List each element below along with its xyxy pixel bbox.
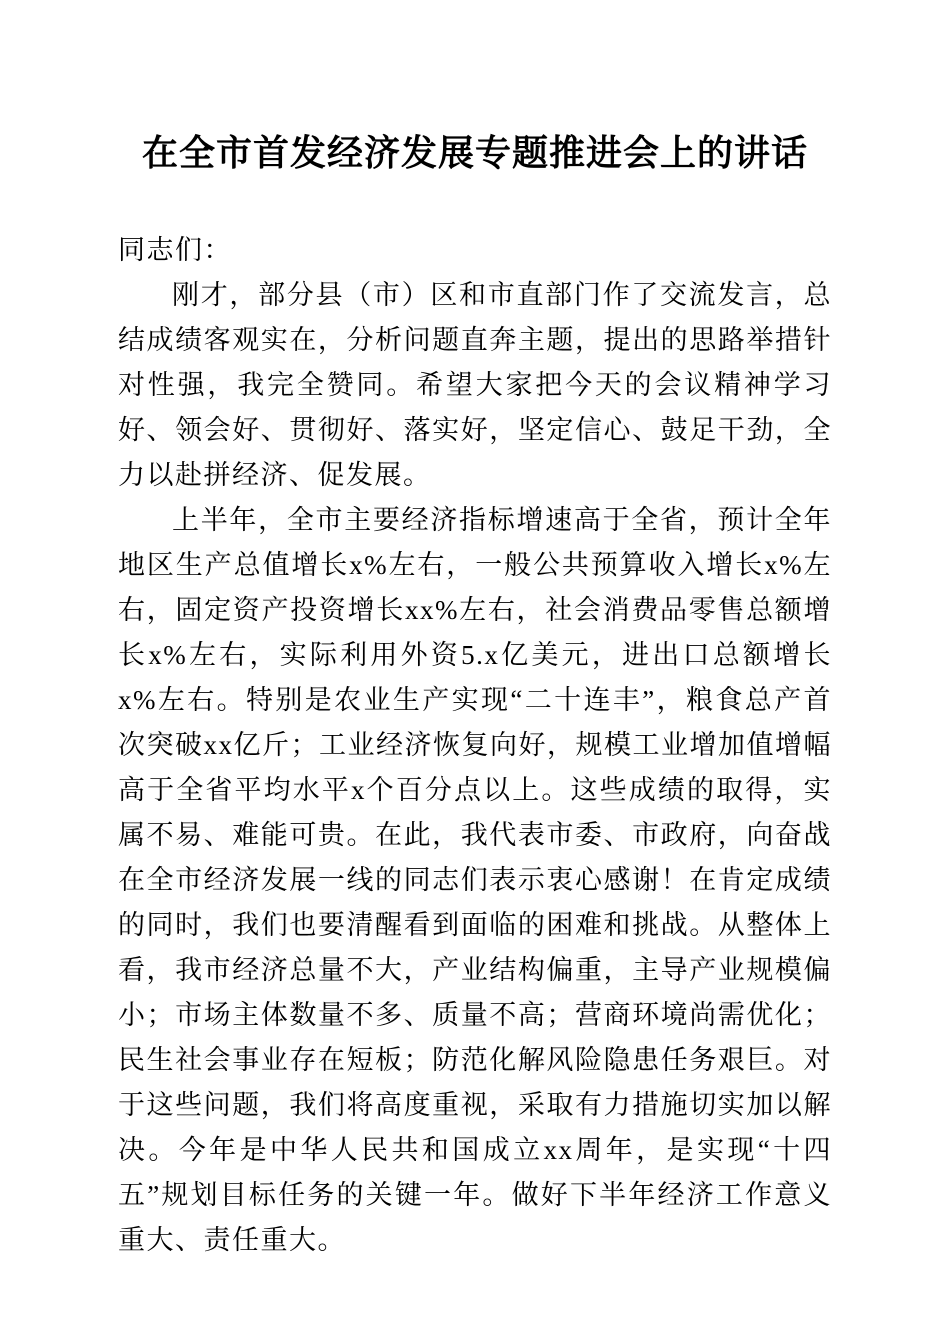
paragraph-economic-overview: 上半年，全市主要经济指标增速高于全省，预计全年地区生产总值增长x%左右，一般公共预算收入增长x%左右，固定资产投资增长xx%左右，社会消费品零售总额增长x%左右，实际利用外资5.x亿美元，进出口总额增长x%左右。特别是农业生产实现“二十连丰”，粮食总产首次突破xx亿斤；工业经济恢复向好，规模工业增加值增幅高于全省平均水平x个百分点以上。这些成绩的取得，实属不易、难能可贵。在此，我代表市委、市政府，向奋战在全市经济发展一线的同志们表示衷心感谢！在肯定成绩的同时，我们也要清醒看到面临的困难和挑战。从整体上看，我市经济总量不大，产业结构偏重，主导产业规模偏小；市场主体数量不多、质量不高；营商环境尚需优化；民生社会事业存在短板；防范化解风险隐患任务艰巨。对于这些问题，我们将高度重视，采取有力措施切实加以解决。今年是中华人民共和国成立xx周年，是实现“十四五”规划目标任务的关键一年。做好下半年经济工作意义重大、责任重大。 <box>118 505 832 1255</box>
salutation-line: 同志们： <box>118 235 232 265</box>
document-title: 在全市首发经济发展专题推进会上的讲话 <box>141 133 808 173</box>
paragraph-opening-remarks: 刚才，部分县（市）区和市直部门作了交流发言，总结成绩客观实在，分析问题直奔主题，提出的思路举措针对性强，我完全赞同。希望大家把今天的会议精神学习好、领会好、贯彻好、落实好，坚定信心、鼓足干劲，全力以赴拼经济、促发展。 <box>118 280 832 490</box>
